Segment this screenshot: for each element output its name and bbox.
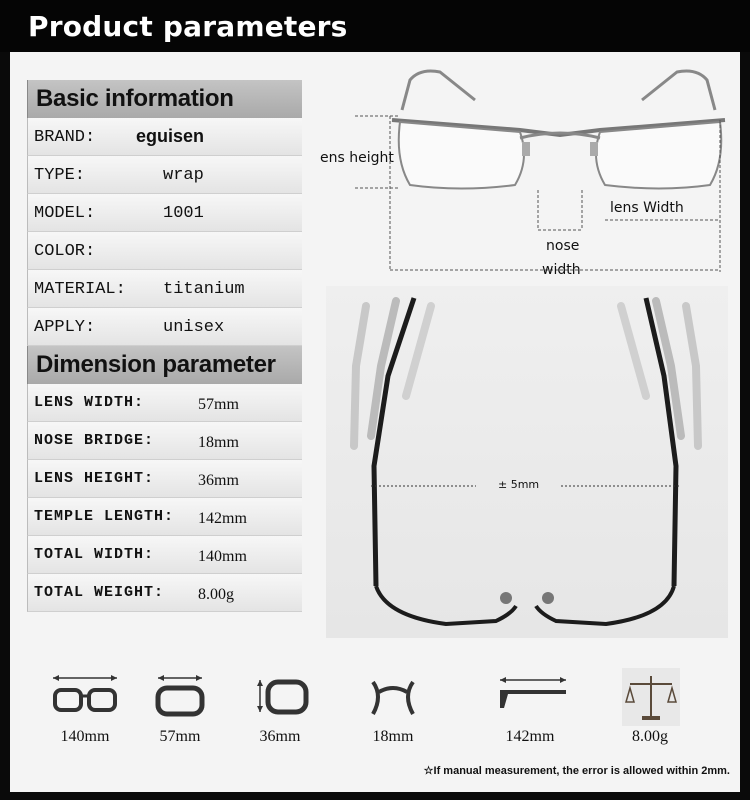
type-row — [27, 156, 302, 194]
lens-height-icon — [230, 668, 330, 728]
dimension-heading: Dimension parameter — [27, 346, 302, 384]
front-view-diagram — [310, 60, 730, 280]
temple-length-value: 142mm — [198, 510, 247, 527]
nose-bridge-cell — [343, 650, 443, 750]
temple-length-caption: 142mm — [505, 728, 555, 745]
basic-info-heading: Basic information — [27, 80, 302, 118]
lens-height-label: LENS HEIGHT: — [34, 470, 155, 487]
lens-height-caption: 36mm — [259, 728, 301, 745]
lens-width-row — [27, 384, 302, 422]
type-value: wrap — [163, 166, 204, 185]
nose-bridge-row — [27, 422, 302, 460]
total-weight-value: 8.00g — [198, 586, 234, 603]
glasses-flex-drawing — [326, 286, 728, 638]
material-value: titanium — [163, 280, 245, 299]
lens-width-caption: 57mm — [159, 728, 201, 745]
weight-caption: 8.00g — [632, 728, 668, 745]
model-row — [27, 194, 302, 232]
temple-length-cell — [480, 650, 580, 750]
weight-cell — [600, 650, 700, 750]
nose-bridge-label: NOSE BRIDGE: — [34, 432, 155, 449]
header-bar — [0, 0, 750, 52]
nose-bridge-value: 18mm — [198, 434, 239, 451]
glasses-front-drawing — [310, 60, 730, 280]
total-width-label: TOTAL WIDTH: — [34, 546, 155, 563]
lens-width-tag: lens Width — [610, 200, 684, 216]
model-label: MODEL: — [34, 204, 96, 223]
lens-height-tag: ens height — [320, 150, 394, 166]
lens-height-value: 36mm — [198, 472, 239, 489]
flex-hinge-diagram — [326, 286, 728, 638]
apply-label: APPLY: — [34, 318, 96, 337]
total-width-row — [27, 536, 302, 574]
lens-height-cell — [230, 650, 330, 750]
lens-width-icon — [130, 668, 230, 728]
nose-tag: nose — [546, 238, 580, 254]
apply-value: unisex — [163, 318, 225, 337]
total-width-cell — [35, 650, 135, 750]
total-width-caption: 140mm — [60, 728, 110, 745]
nose-bridge-caption: 18mm — [372, 728, 414, 745]
color-label: COLOR: — [34, 242, 96, 261]
lens-width-label: LENS WIDTH: — [34, 394, 145, 411]
total-width-icon — [35, 668, 135, 728]
total-width-value: 140mm — [198, 548, 247, 565]
measurement-note: ☆If manual measurement, the error is allowed within 2mm. — [423, 765, 730, 777]
material-row — [27, 270, 302, 308]
temple-length-row — [27, 498, 302, 536]
apply-row — [27, 308, 302, 346]
dimension-icon-strip — [0, 650, 750, 760]
temple-length-icon — [480, 668, 580, 728]
parameter-table — [27, 80, 302, 612]
lens-height-row — [27, 460, 302, 498]
lens-width-cell — [130, 650, 230, 750]
page-title: Product parameters — [28, 10, 348, 43]
type-label: TYPE: — [34, 166, 86, 185]
scale-icon — [600, 668, 700, 728]
brand-row — [27, 118, 302, 156]
brand-value: eguisen — [136, 126, 205, 146]
brand-label: BRAND: — [34, 128, 96, 147]
lens-width-value: 57mm — [198, 396, 239, 413]
width-tag: width — [542, 262, 581, 278]
total-weight-label: TOTAL WEIGHT: — [34, 584, 165, 601]
model-value: 1001 — [163, 204, 204, 223]
nose-bridge-icon — [343, 668, 443, 728]
material-label: MATERIAL: — [34, 280, 126, 299]
temple-length-label: TEMPLE LENGTH: — [34, 508, 175, 525]
total-weight-row — [27, 574, 302, 612]
tolerance-label: ± 5mm — [498, 478, 540, 491]
color-row — [27, 232, 302, 270]
